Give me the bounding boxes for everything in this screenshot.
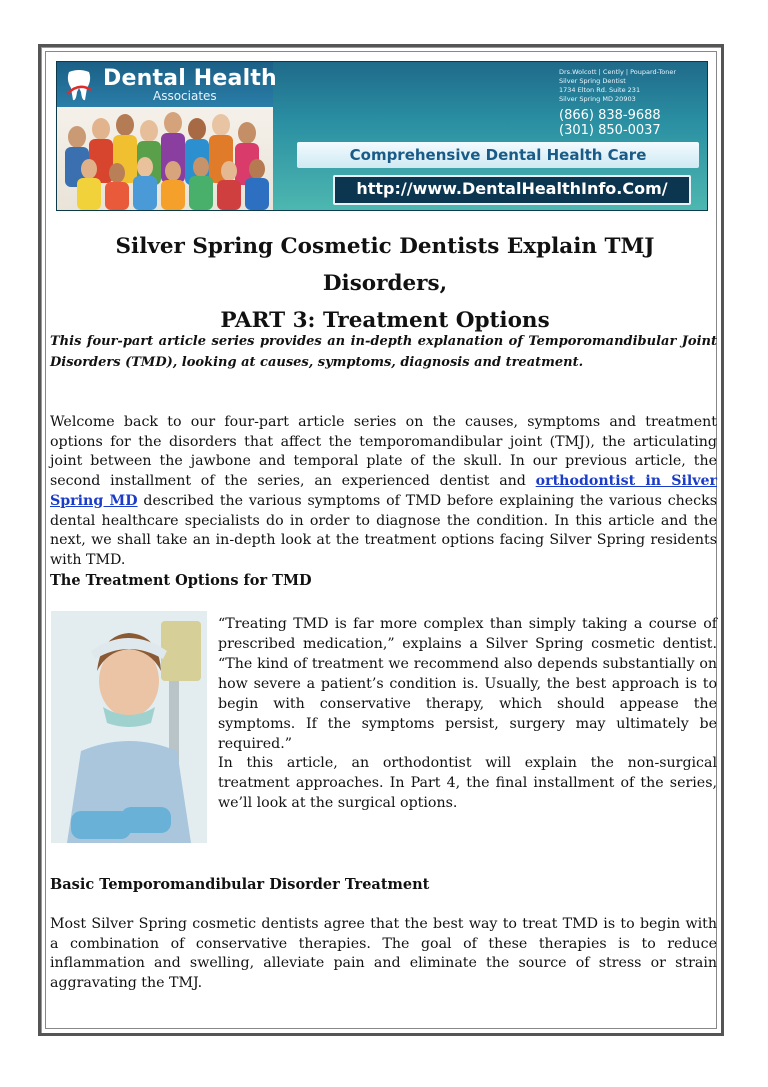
paragraph-welcome: Welcome back to our four-part article series on the causes, symptoms and treatment options for the disorders that affect the temporomandibular joint (TMJ), the articulating joint between the jawbone and temporal plate of the skull. In our previous article, the second installment of the series, an experienced dentist and orthodontist in Silver Spring MD described the various symptoms of TMD before explaining the various checks dental healthcare specialists do in order to diagnose the condition. In this article and the next, we shall take an in-depth look at the treatment options facing Silver Spring residents with TMD.: [50, 414, 717, 568]
quote-orthodontist: In this article, an orthodontist will explain the non-surgical treatment approaches. In Part 4, the final installment of the series, we’ll look at the surgical options.: [218, 755, 717, 811]
logo-strip: [57, 62, 277, 107]
paragraph-conservative-therapies: Most Silver Spring cosmetic dentists agree that the best way to treat TMD is to begin with a combination of conservative therapies. The goal of these therapies is to reduce inflammation and swelling, alleviate pain and eliminate the source of stress or strain aggravating the TMJ.: [50, 916, 717, 992]
url-bar: [333, 175, 691, 205]
tooth-logo-icon: [65, 68, 93, 102]
phone-number-1: (866) 838-9688: [559, 108, 661, 123]
orthodontist-link[interactable]: orthodontist in Silver Spring MD: [50, 473, 717, 509]
phone-number-2: (301) 850-0037: [559, 123, 661, 138]
dentist-photo: [51, 611, 207, 843]
header-banner: [56, 61, 708, 211]
quote-cosmetic-dentist: “Treating TMD is far more complex than simply taking a course of prescribed medication,” explains a Silver Spring cosmetic dentist. “The kind of treatment we recommend also depends substantially on how severe a patient’s condition is. Usually, the best approach is to begin with conservative therapy, which should appease the symptoms. If the symptoms persist, surgery may ultimately be required.”: [218, 616, 717, 752]
tagline-bar: [297, 142, 699, 168]
section-heading-basic-treatment: Basic Temporomandibular Disorder Treatment: [50, 876, 430, 893]
family-group-photo: [57, 107, 273, 210]
website-url: http://www.DentalHealthInfo.Com/: [356, 179, 668, 198]
practice-address: Drs.Wolcott | Cently | Poupard-Toner Silver Spring Dentist 1734 Elton Rd. Suite 231 Silver Spring MD 20903: [559, 68, 677, 103]
section-heading-treatment-options: The Treatment Options for TMD: [50, 572, 312, 589]
logo-title: Dental Health: [103, 66, 277, 91]
tagline: Comprehensive Dental Health Care: [349, 146, 647, 164]
article-intro: This four-part article series provides an in-depth explanation of Temporomandibular Joint Disorders (TMD), looking at causes, symptoms, diagnosis and treatment.: [50, 334, 717, 370]
article-title: Silver Spring Cosmetic Dentists Explain TMJ Disorders, PART 3: Treatment Options: [115, 234, 655, 333]
logo-subtitle: Associates: [153, 89, 217, 103]
